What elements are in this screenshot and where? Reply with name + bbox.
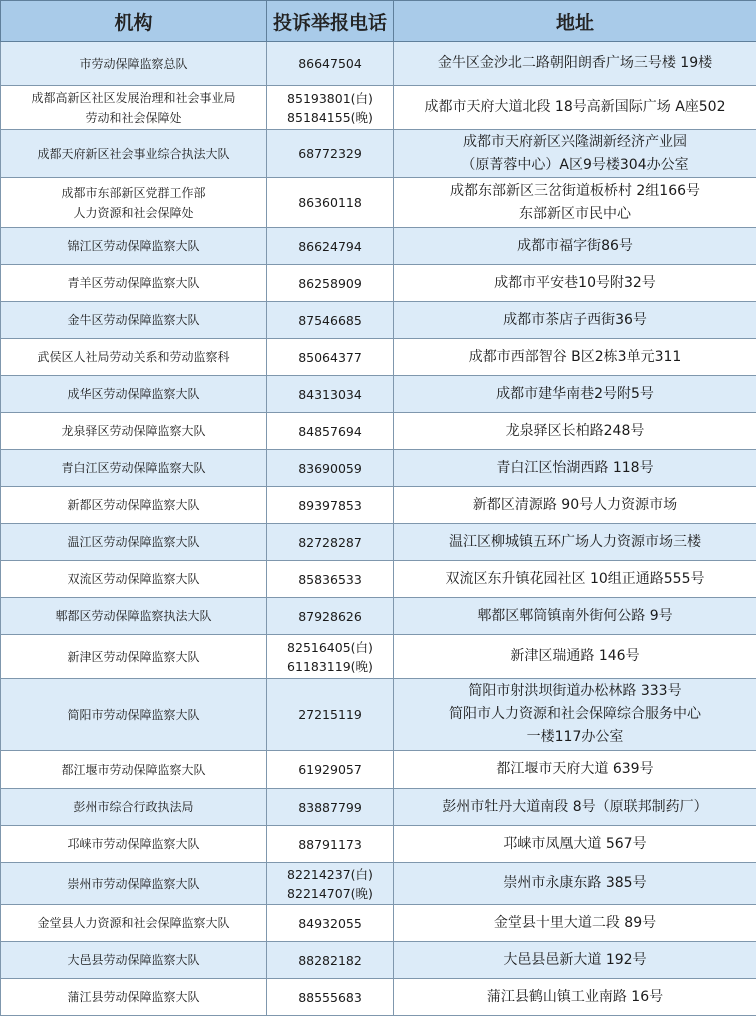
address-cell: [394, 130, 756, 178]
address-cell: [394, 863, 756, 905]
address-cell-line: 双流区东升镇花园社区 10组正通路555号: [445, 570, 705, 587]
org-cell: [1, 302, 267, 339]
address-cell-line: 金牛区金沙北二路朝阳朗香广场三号楼 19楼: [437, 55, 713, 71]
phone-cell-line: 68772329: [298, 146, 362, 161]
phone-cell-line: 85836533: [298, 571, 362, 587]
address-cell: [394, 413, 756, 450]
phone-cell-line: 87546685: [298, 312, 362, 328]
org-cell: [1, 524, 267, 561]
org-cell-line: 温江区劳动保障监察大队: [67, 535, 200, 549]
address-cell-line: 青白江区怡湖西路 118号: [496, 459, 654, 476]
phone-cell-line: 84932055: [298, 915, 362, 931]
phone-cell: [267, 826, 394, 863]
org-cell: [1, 561, 267, 598]
address-cell-line: 大邑县邑新大道 192号: [503, 951, 647, 968]
phone-cell-line: 61929057: [298, 762, 362, 777]
phone-cell: [267, 42, 394, 86]
org-cell-line: 劳动和社会保障处: [85, 110, 182, 125]
phone-cell-line: 89397853: [298, 497, 362, 513]
address-cell: [394, 228, 756, 265]
header-row: [1, 1, 756, 42]
org-cell-line: 成都高新区社区发展治理和社会事业局: [31, 90, 236, 105]
address-cell: [394, 450, 756, 487]
org-cell-line: 金牛区劳动保障监察大队: [67, 313, 200, 327]
table-body: [1, 42, 756, 1016]
address-cell-line: 温江区柳城镇五环广场人力资源市场三楼: [449, 533, 701, 550]
address-cell: [394, 487, 756, 524]
org-cell-line: 锦江区劳动保障监察大队: [67, 239, 200, 253]
phone-cell-line: 86258909: [298, 275, 362, 291]
phone-cell: [267, 487, 394, 524]
address-cell-line: 成都市天府新区兴隆湖新经济产业园: [463, 133, 687, 150]
phone-cell: [267, 450, 394, 487]
phone-cell: [267, 979, 394, 1016]
address-cell-line: 简阳市射洪坝街道办松林路 333号: [468, 683, 682, 699]
phone-cell-line: 83887799: [298, 799, 362, 815]
address-cell: [394, 635, 756, 679]
phone-cell: [267, 413, 394, 450]
phone-cell: [267, 942, 394, 979]
address-cell: [394, 339, 756, 376]
org-cell-line: 青羊区劳动保障监察大队: [67, 276, 200, 290]
phone-cell: [267, 86, 394, 130]
address-cell: [394, 561, 756, 598]
org-cell-line: 市劳动保障监察总队: [79, 56, 188, 71]
table-row: [1, 413, 756, 450]
address-cell-line: 龙泉驿区长柏路248号: [505, 422, 645, 439]
address-cell: [394, 524, 756, 561]
org-cell-line: 彭州市综合行政执法局: [73, 800, 194, 814]
phone-cell-line: 86360118: [298, 195, 362, 210]
header-address: 地址: [394, 1, 756, 42]
address-cell-line: 成都东部新区三岔街道板桥村 2组166号: [449, 182, 701, 199]
org-cell: [1, 905, 267, 942]
org-cell-line: 大邑县劳动保障监察大队: [67, 953, 200, 967]
org-cell: [1, 42, 267, 86]
phone-cell-line: 87928626: [298, 608, 362, 624]
phone-cell-line: 88555683: [298, 989, 362, 1005]
address-cell-line: 金堂县十里大道二段 89号: [493, 914, 657, 931]
phone-cell: [267, 598, 394, 635]
phone-cell-line: 88282182: [298, 952, 362, 968]
phone-cell-line: 82214707(晚): [287, 885, 373, 901]
address-cell-line: 成都市天府大道北段 18号高新国际广场 A座502: [424, 99, 726, 115]
address-cell-line: （原菁蓉中心）A区9号楼304办公室: [461, 156, 689, 173]
address-cell-line: 成都市建华南巷2号附5号: [496, 385, 654, 402]
address-cell: [394, 302, 756, 339]
org-cell: [1, 751, 267, 789]
org-cell: [1, 413, 267, 450]
table-row: [1, 450, 756, 487]
org-cell: [1, 826, 267, 863]
org-cell: [1, 863, 267, 905]
address-cell: [394, 42, 756, 86]
table-row: [1, 524, 756, 561]
phone-cell: [267, 679, 394, 751]
org-cell-line: 简阳市劳动保障监察大队: [67, 707, 200, 722]
table-row: [1, 942, 756, 979]
table-row: [1, 679, 756, 751]
org-cell: [1, 376, 267, 413]
table-row: [1, 598, 756, 635]
org-cell-line: 成都市东部新区党群工作部: [61, 185, 206, 200]
table-row: [1, 339, 756, 376]
org-cell: [1, 265, 267, 302]
address-cell-line: 彭州市牡丹大道南段 8号（原联邦制药厂）: [442, 798, 708, 815]
org-cell: [1, 979, 267, 1016]
org-cell-line: 青白江区劳动保障监察大队: [61, 461, 206, 475]
address-cell: [394, 905, 756, 942]
table-row: [1, 979, 756, 1016]
org-cell-line: 崇州市劳动保障监察大队: [67, 876, 200, 891]
phone-cell: [267, 561, 394, 598]
org-cell-line: 成都天府新区社会事业综合执法大队: [37, 146, 230, 161]
table-row: [1, 86, 756, 130]
header-phone: 投诉举报电话: [267, 1, 394, 42]
address-cell: [394, 942, 756, 979]
phone-cell-line: 82214237(白): [287, 866, 373, 882]
org-cell: [1, 789, 267, 826]
table-row: [1, 561, 756, 598]
phone-cell-line: 86647504: [298, 56, 362, 71]
address-cell: [394, 598, 756, 635]
org-cell-line: 都江堰市劳动保障监察大队: [61, 762, 206, 777]
phone-cell: [267, 635, 394, 679]
address-cell: [394, 826, 756, 863]
org-cell: [1, 339, 267, 376]
address-cell: [394, 789, 756, 826]
address-cell: [394, 376, 756, 413]
address-cell-line: 成都市茶店子西街36号: [503, 311, 647, 328]
org-cell: [1, 679, 267, 751]
org-cell-line: 邛崃市劳动保障监察大队: [67, 837, 200, 851]
phone-cell-line: 82516405(白): [287, 639, 373, 655]
org-cell: [1, 178, 267, 228]
address-cell: [394, 979, 756, 1016]
phone-cell: [267, 789, 394, 826]
table-row: [1, 751, 756, 789]
phone-cell-line: 84313034: [298, 386, 362, 402]
phone-cell-line: 88791173: [298, 836, 362, 852]
phone-cell-line: 85193801(白): [287, 90, 373, 106]
table-row: [1, 487, 756, 524]
org-cell-line: 龙泉驿区劳动保障监察大队: [61, 424, 206, 438]
phone-cell-line: 83690059: [298, 460, 362, 476]
phone-cell: [267, 751, 394, 789]
phone-cell-line: 85184155(晚): [287, 109, 373, 125]
table-row: [1, 178, 756, 228]
org-cell-line: 人力资源和社会保障处: [73, 205, 194, 220]
phone-cell-line: 86624794: [298, 238, 362, 254]
table-row: [1, 905, 756, 942]
phone-cell-line: 61183119(晚): [287, 658, 373, 674]
table-row: [1, 302, 756, 339]
org-cell: [1, 228, 267, 265]
phone-cell: [267, 524, 394, 561]
org-cell: [1, 598, 267, 635]
org-cell-line: 武侯区人社局劳动关系和劳动监察科: [37, 350, 230, 364]
org-cell-line: 金堂县人力资源和社会保障监察大队: [37, 916, 230, 930]
address-cell-line: 成都市福字街86号: [517, 237, 633, 254]
address-cell-line: 东部新区市民中心: [519, 205, 631, 222]
org-cell-line: 新都区劳动保障监察大队: [67, 498, 200, 512]
org-cell: [1, 635, 267, 679]
org-cell: [1, 130, 267, 178]
phone-cell: [267, 339, 394, 376]
table-row: [1, 228, 756, 265]
address-cell-line: 成都市西部智谷 B区2栋3单元311: [468, 348, 682, 365]
address-cell-line: 新都区清源路 90号人力资源市场: [472, 496, 678, 513]
address-cell-line: 成都市平安巷10号附32号: [494, 274, 656, 291]
phone-cell: [267, 265, 394, 302]
phone-cell: [267, 178, 394, 228]
org-cell: [1, 86, 267, 130]
phone-cell: [267, 228, 394, 265]
address-cell: [394, 751, 756, 789]
table-row: [1, 265, 756, 302]
header-org: 机构: [1, 1, 267, 42]
table-row: [1, 826, 756, 863]
address-cell-line: 蒲江县鹤山镇工业南路 16号: [486, 988, 664, 1005]
address-cell: [394, 178, 756, 228]
address-cell: [394, 86, 756, 130]
phone-cell-line: 84857694: [298, 423, 362, 439]
address-cell-line: 崇州市永康东路 385号: [503, 875, 647, 891]
phone-cell: [267, 905, 394, 942]
address-cell-line: 一楼117办公室: [526, 729, 624, 745]
org-cell-line: 郫都区劳动保障监察执法大队: [55, 609, 212, 623]
org-cell-line: 成华区劳动保障监察大队: [67, 387, 200, 401]
table-row: [1, 130, 756, 178]
org-cell-line: 双流区劳动保障监察大队: [67, 572, 200, 586]
address-cell-line: 郫都区郫筒镇南外街何公路 9号: [477, 607, 673, 624]
address-cell-line: 简阳市人力资源和社会保障综合服务中心: [449, 706, 701, 722]
table-row: [1, 863, 756, 905]
org-cell-line: 蒲江县劳动保障监察大队: [67, 990, 200, 1004]
table-row: [1, 635, 756, 679]
phone-cell: [267, 376, 394, 413]
org-cell: [1, 942, 267, 979]
address-cell-line: 邛崃市凤凰大道 567号: [503, 835, 647, 852]
address-cell: [394, 679, 756, 751]
table-row: [1, 789, 756, 826]
phone-cell: [267, 863, 394, 905]
org-cell: [1, 487, 267, 524]
table-row: [1, 376, 756, 413]
phone-cell: [267, 302, 394, 339]
address-cell: [394, 265, 756, 302]
phone-cell-line: 85064377: [298, 349, 362, 365]
phone-cell-line: 82728287: [298, 534, 362, 550]
phone-cell: [267, 130, 394, 178]
address-cell-line: 都江堰市天府大道 639号: [496, 761, 654, 777]
org-cell-line: 新津区劳动保障监察大队: [67, 649, 200, 664]
table-row: [1, 42, 756, 86]
org-cell: [1, 450, 267, 487]
phone-cell-line: 27215119: [298, 707, 362, 722]
address-cell-line: 新津区瑞通路 146号: [510, 648, 640, 664]
